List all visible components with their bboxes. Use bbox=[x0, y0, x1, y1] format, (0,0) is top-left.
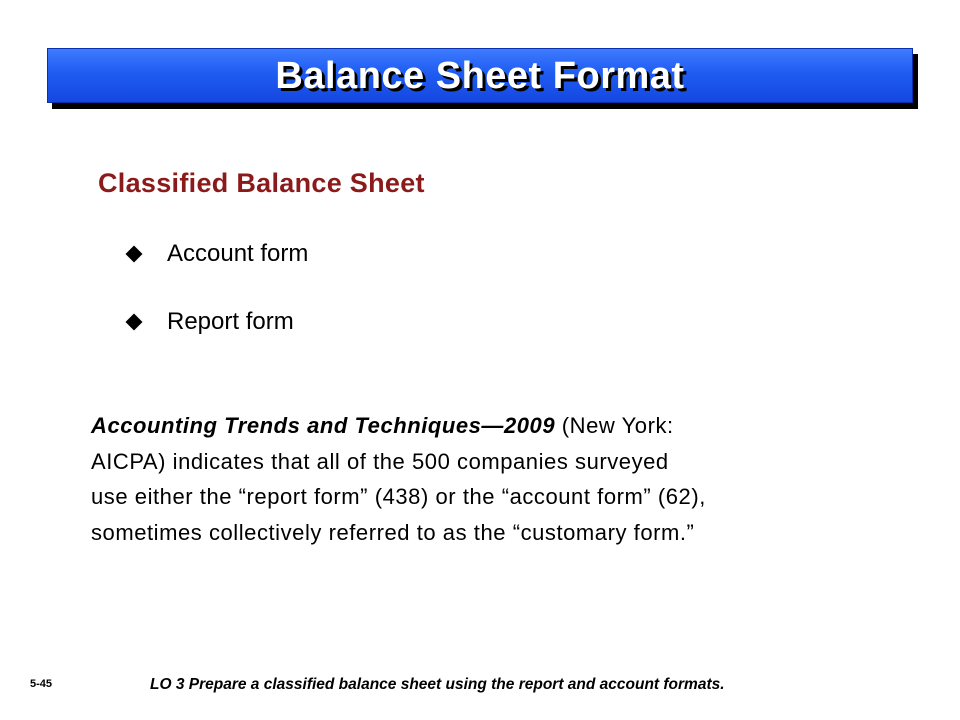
slide-title: Balance Sheet Format bbox=[275, 54, 685, 97]
publication-title: Accounting Trends and Techniques—2009 bbox=[91, 413, 556, 438]
title-banner bbox=[47, 48, 913, 103]
body-paragraph bbox=[91, 408, 891, 550]
paragraph-line-2: AICPA) indicates that all of the 500 companies surveyed bbox=[91, 448, 669, 474]
bullet-label: Account form bbox=[167, 240, 309, 267]
paragraph-line-4: sometimes collectively referred to as the “customary form.” bbox=[91, 519, 695, 545]
diamond-bullet-icon bbox=[126, 246, 143, 263]
page-number: 5-45 bbox=[30, 678, 53, 690]
section-subtitle: Classified Balance Sheet bbox=[98, 168, 425, 198]
diamond-bullet-icon bbox=[126, 314, 143, 331]
learning-objective: LO 3 Prepare a classified balance sheet using the report and account formats. bbox=[150, 676, 725, 693]
paragraph-line-1 bbox=[91, 408, 891, 444]
bullet-label: Report form bbox=[167, 308, 294, 335]
bullet-item-account-form bbox=[124, 240, 308, 268]
paragraph-line-1-rest: (New York: bbox=[555, 413, 674, 438]
paragraph-line-3: use either the “report form” (438) or the “account form” (62), bbox=[91, 484, 706, 509]
bullet-item-report-form bbox=[124, 308, 294, 336]
